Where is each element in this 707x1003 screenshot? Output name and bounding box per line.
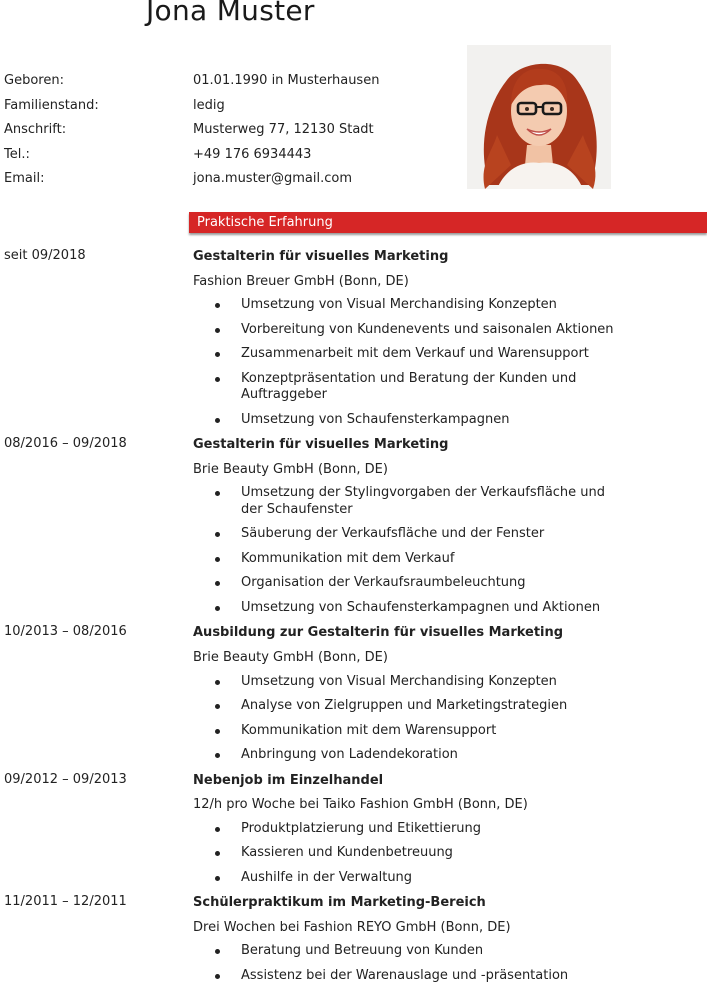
bullet-item: Kommunikation mit dem Verkauf <box>193 551 707 568</box>
bullet-item: Beratung und Betreuung von Kunden <box>193 943 707 960</box>
personal-value: ledig <box>193 97 225 113</box>
experience-entry <box>0 624 707 763</box>
personal-row-phone <box>4 147 464 172</box>
bullet-item: Umsetzung von Schaufensterkampagnen und Aktionen <box>193 600 707 617</box>
entry-bullets <box>193 821 707 887</box>
personal-label: Tel.: <box>4 146 30 162</box>
bullet-item: Säuberung der Verkaufsfläche und der Fenster <box>193 526 707 543</box>
entry-title: Gestalterin für visuelles Marketing <box>193 249 449 264</box>
candidate-name: Jona Muster <box>146 0 315 27</box>
entry-bullets <box>193 943 707 984</box>
bullet-item: Konzeptpräsentation und Beratung der Kunden und Auftraggeber <box>193 371 707 404</box>
entry-company: Drei Wochen bei Fashion REYO GmbH (Bonn, DE) <box>193 919 511 935</box>
entry-date: 10/2013 – 08/2016 <box>4 624 127 640</box>
bullet-item: Aushilfe in der Verwaltung <box>193 870 707 887</box>
entry-title: Ausbildung zur Gestalterin für visuelles Marketing <box>193 625 564 641</box>
entry-title: Nebenjob im Einzelhandel <box>193 772 384 788</box>
entry-company: Brie Beauty GmbH (Bonn, DE) <box>193 649 388 665</box>
bullet-item: Vorbereitung von Kundenevents und saisonalen Aktionen <box>193 322 707 339</box>
bullet-item: Umsetzung von Visual Merchandising Konzepten <box>193 674 707 691</box>
personal-label: Geboren: <box>4 73 64 88</box>
personal-value: jona.muster@gmail.com <box>193 171 353 187</box>
experience-entry <box>0 772 707 887</box>
entry-title: Gestalterin für visuelles Marketing <box>193 437 449 453</box>
entry-bullets <box>193 674 707 764</box>
personal-row-email <box>4 171 464 196</box>
personal-row-marital-status <box>4 98 464 123</box>
experience-entry <box>0 436 707 616</box>
bullet-item: Organisation der Verkaufsraumbeleuchtung <box>193 575 707 592</box>
entry-company: 12/h pro Woche bei Taiko Fashion GmbH (Bonn, DE) <box>193 797 528 813</box>
profile-photo <box>467 45 611 189</box>
experience-entry <box>0 248 707 428</box>
experience-entry <box>0 894 707 984</box>
experience-list <box>0 248 707 992</box>
entry-date: 09/2012 – 09/2013 <box>4 771 127 787</box>
bullet-item: Produktplatzierung und Etikettierung <box>193 821 707 838</box>
personal-label: Email: <box>4 171 45 187</box>
personal-label: Familienstand: <box>4 97 99 113</box>
entry-company: Fashion Breuer GmbH (Bonn, DE) <box>193 273 409 289</box>
bullet-item: Analyse von Zielgruppen und Marketingstrategien <box>193 698 707 715</box>
entry-date: 11/2011 – 12/2011 <box>4 894 127 910</box>
person-photo-icon <box>467 45 611 189</box>
bullet-item: Umsetzung von Schaufensterkampagnen <box>193 412 707 429</box>
personal-label: Anschrift: <box>4 122 67 138</box>
bullet-item: Assistenz bei der Warenauslage und -präsentation <box>193 968 707 985</box>
entry-date: seit 09/2018 <box>4 248 86 263</box>
personal-row-birth <box>4 73 464 98</box>
bullet-item: Umsetzung der Stylingvorgaben der Verkaufsfläche und der Schaufenster <box>193 485 707 518</box>
personal-row-address <box>4 122 464 147</box>
entry-bullets <box>193 297 707 428</box>
bullet-item: Kommunikation mit dem Warensupport <box>193 723 707 740</box>
personal-value: Musterweg 77, 12130 Stadt <box>193 122 374 138</box>
bullet-item: Umsetzung von Visual Merchandising Konzepten <box>193 297 707 314</box>
section-header-experience: Praktische Erfahrung <box>189 212 707 233</box>
bullet-item: Zusammenarbeit mit dem Verkauf und Warensupport <box>193 346 707 363</box>
entry-title: Schülerpraktikum im Marketing-Bereich <box>193 895 486 911</box>
entry-date: 08/2016 – 09/2018 <box>4 436 127 452</box>
bullet-item: Kassieren und Kundenbetreuung <box>193 845 707 862</box>
entry-bullets <box>193 485 707 616</box>
personal-value: 01.01.1990 in Musterhausen <box>193 73 380 88</box>
personal-value: +49 176 6934443 <box>193 146 312 162</box>
personal-info <box>4 73 464 196</box>
entry-company: Brie Beauty GmbH (Bonn, DE) <box>193 461 388 477</box>
bullet-item: Anbringung von Ladendekoration <box>193 747 707 764</box>
